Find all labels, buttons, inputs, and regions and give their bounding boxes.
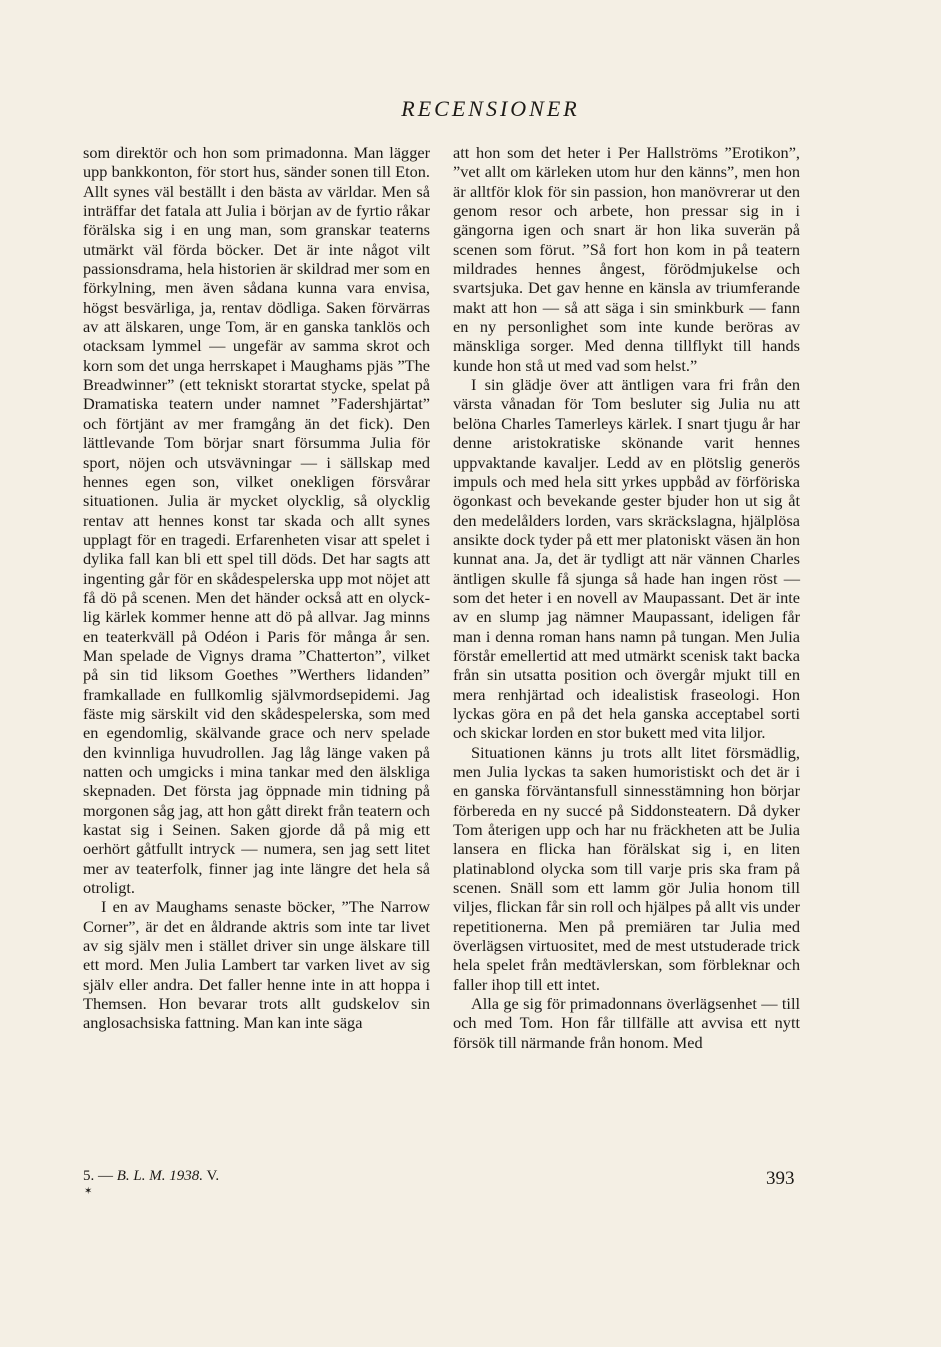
- signature-line: [83, 1168, 219, 1185]
- paragraph: Alla ge sig för primadonnans överlägsenhet — till och med Tom. Hon får tillfälle att avvisa ett nytt försök till närmande från honom. Med: [453, 994, 800, 1052]
- left-column: [83, 143, 430, 1033]
- signature-volume: V.: [206, 1168, 220, 1184]
- paragraph: I en av Maughams senaste böcker, ”The Narrow Corner”, är det en åldrande aktris som inte tar livet av sig själv men i stället driver sin unge älskare till ett mord. Men Julia Lambert tar varken livet av sig själv eller andra. Det faller henne inte in att hoppa i Themsen. Hon bevarar trots allt gudskelov sin anglosachsiska fattning. Man kan inte säga: [83, 897, 430, 1033]
- signature-journal: B. L. M. 1938.: [116, 1168, 203, 1184]
- paragraph: att hon som det heter i Per Hallströms ”Erotikon”, ”vet allt om kärleken utom hur den känns”, men hon är alltför klok för sin passion, hon manövrerar ut den genom resor och arbete, hon pressar sig in i gängorna igen och snart är hon lika suverän på scenen som förut. ”Så fort hon kom in på teatern mildrades hennes ångest, förödmjukelse och svartsjuka. Det gav henne en känsla av triumferande makt att hon — så att säga i sin sminkburk — fann en ny personlighet som inte kunde beröras av mänskliga sorger. Med denna tillflykt till hands kunde hon stå ut med vad som helst.”: [453, 143, 800, 375]
- paragraph: som direktör och hon som primadonna. Man lägger upp bankkonton, för stort hus, sänder sonen till Eton. Allt synes väl beställt i den bästa av världar. Men så inträffar det fatala att Julia i början av de fyrtio råkar förälska sig i en ung man, som granskar teaterns utmärkt väl förda böcker. Det är inte något vilt passionsdrama, hela historien är skildrad mer som en förkylning, men även sådana kunna vara envisa, högst besvärliga, ja, rentav dödliga. Saken förvärras av att älskaren, unge Tom, är en ganska tanklös och otacksam lymmel — ungefär av samma skrot och korn som det unga herrskapet i Maughams pjäs ”The Breadwinner” (ett tekniskt storartat stycke, spelat på Dramatiska teatern under namnet ”Fadershjärtat” och förtjänt av mer framgång än det fick). Den lättlevande Tom börjar snart försumma Julia för sport, nöjen och utsvävningar — i sällskap med hennes egen son, vilket onekligen försvårar situationen. Julia är mycket olycklig, så olycklig rentav att hennes konst tar skada och allt synes upplagt för en tragedi. Erfarenheten visar att spelet i dylika fall kan bli ett spel till döds. Det har sagts att ingenting går för en skådespelerska upp mot nöjet att få dö på scenen. Men det händer också att en olycklig kärlek kommer henne att dö på allvar. Jag minns en teaterkväll på Odéon i Paris för många år sen. Man spelade de Vignys drama ”Chatterton”, vilket på sin tid liksom Goethes ”Werthers lidanden” framkallade en fullkomlig självmordsepidemi. Jag fäste mig särskilt vid den skådespelerska, som med en egendomlig, skälvande grace och nerv spelade den kvinnliga huvudrollen. Jag låg länge vaken på natten och umgicks i mina tankar med den älskliga skepnaden. Det första jag öppnade min tidning på morgonen såg jag, att hon gått direkt från teatern och kastat sig i Seinen. Saken gjorde då på mig ett oerhört gåtfullt intryck — numera, sen jag sett litet mer av teaterfolk, finner jag inte längre det hela så otroligt.: [83, 143, 430, 898]
- page-title: RECENSIONER: [401, 96, 580, 121]
- right-column: [453, 143, 800, 1052]
- paragraph: Situationen känns ju trots allt litet försmädlig, men Julia lyckas ta saken humoristiskt och det är i en ganska förväntansfull sinnesstämning hon börjar förbereda en ny succé på Siddonsteatern. Då dyker Tom återigen upp och har nu fräckheten att be Julia lansera en flicka han förälskat sig i, en liten platinablond olycka som till varje pris ska fram på scenen. Snäll som ett lamm gör Julia honom till viljes, flickan får sin roll och hjälpes på allt vis under repetitionerna. Men på premiären tar Julia med överlägsen virtuositet, med de mest utstuderade trick hela spelet från medtävlerskan, som förbleknar och faller ihop till ett intet.: [453, 742, 800, 994]
- page-number: 393: [766, 1168, 795, 1189]
- signature-mark: ✶: [84, 1186, 93, 1197]
- signature-number: 5. —: [83, 1168, 113, 1184]
- paragraph: I sin glädje över att äntligen vara fri från den värsta vånadan för Tom besluter sig Julia nu att belöna Charles Tamerleys kärlek. I snart tjugu år har denne aristokratiske skönande varit hennes uppvaktande kavaljer. Ledd av en plötslig generös impuls och med hela sitt yrkes uppbåd av förföriska ögonkast och bevekande gester bjuder hon ut sig åt den medelålders lorden, vars skräckslagna, hjälplösa ansikte dock tyder på ett mer platoniskt väsen än hon kunnat ana. Ja, det är tydligt att när vännen Charles äntligen skulle få sjunga så hade han ingen röst — som det heter i en novell av Maupassant. Det är inte av en slump jag nämner Maupassant, ideligen får man i denna roman hans namn på tungan. Men Julia förstår emellertid att med utmärkt scenisk takt backa från sin utsatta position och övergår mjukt till en mera renhjärtad och idealistisk fraseologi. Hon lyckas göra en på det hela ganska acceptabel sorti och skickar lorden en stor bukett med vita liljor.: [453, 375, 800, 743]
